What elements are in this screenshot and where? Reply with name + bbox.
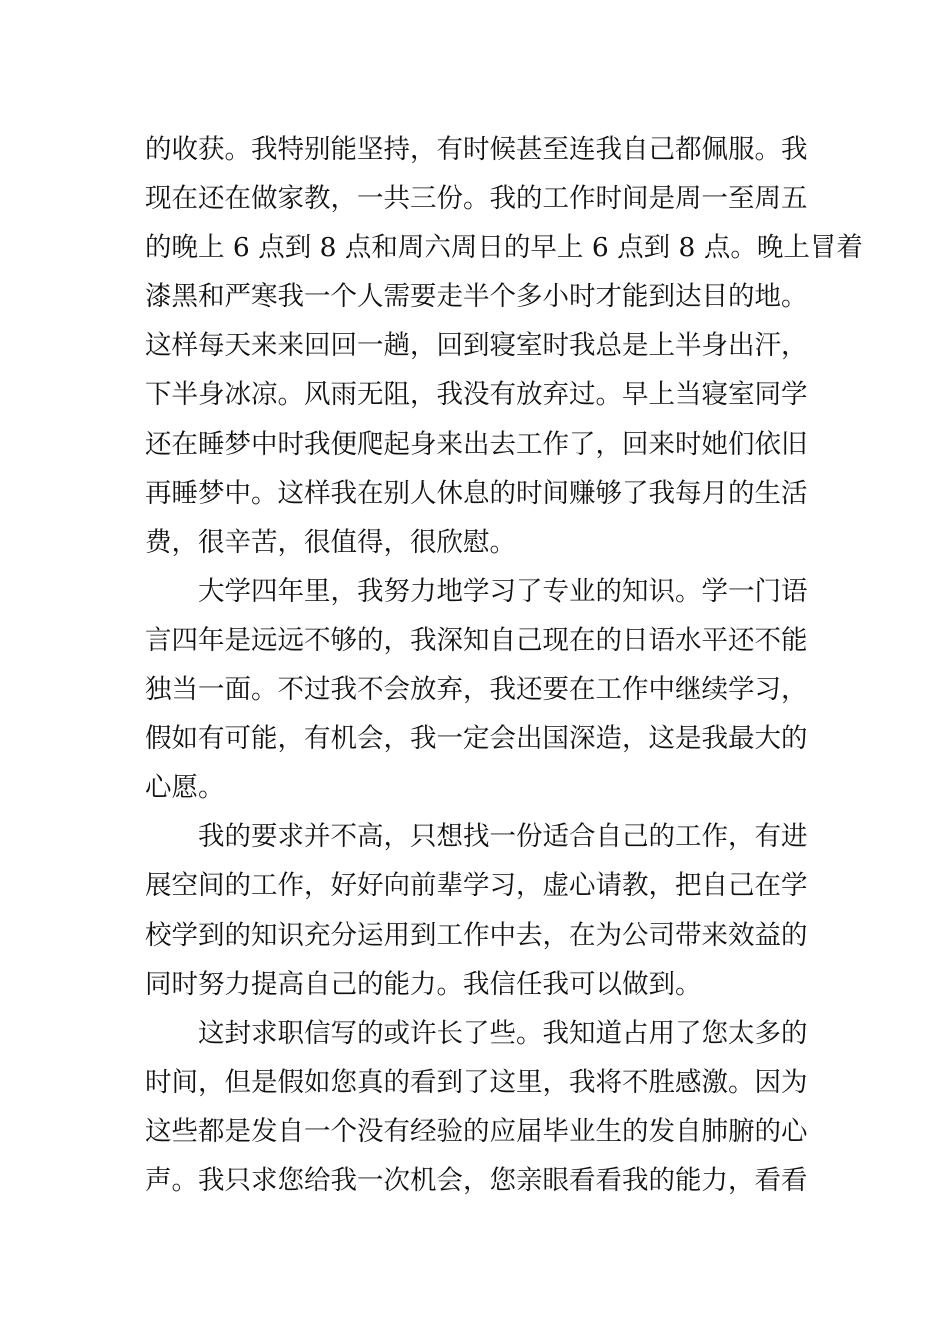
paragraph-start-line: 我的要求并不高，只想找一份适合自己的工作，有进 <box>198 821 808 853</box>
text-line: 时间，但是假如您真的看到了这里，我将不胜感激。因为 <box>145 1066 808 1098</box>
text-line: 言四年是远远不够的，我深知自己现在的日语水平还不能 <box>145 624 808 656</box>
text-line: 校学到的知识充分运用到工作中去，在为公司带来效益的 <box>145 919 808 951</box>
text-line: 这些都是发自一个没有经验的应届毕业生的发自肺腑的心 <box>145 1115 808 1147</box>
text-line: 假如有可能，有机会，我一定会出国深造，这是我最大的 <box>145 723 808 755</box>
text-line: 再睡梦中。这样我在别人休息的时间赚够了我每月的生活 <box>145 477 808 509</box>
paragraph-start-line: 这封求职信写的或许长了些。我知道占用了您太多的 <box>198 1017 808 1049</box>
text-line: 的收获。我特别能坚持，有时候甚至连我自己都佩服。我 <box>145 134 808 165</box>
text-line: 的晚上 6 点到 8 点和周六周日的早上 6 点到 8 点。晚上冒着 <box>145 232 863 264</box>
text-line: 费，很辛苦，很值得，很欣慰。 <box>145 526 516 558</box>
text-line: 独当一面。不过我不会放弃，我还要在工作中继续学习， <box>145 674 808 706</box>
text-line: 展空间的工作，好好向前辈学习，虚心请教，把自己在学 <box>145 870 808 902</box>
text-line: 声。我只求您给我一次机会，您亲眼看看我的能力，看看 <box>145 1164 808 1196</box>
text-line: 同时努力提高自己的能力。我信任我可以做到。 <box>145 968 702 1000</box>
text-line: 现在还在做家教，一共三份。我的工作时间是周一至周五 <box>145 183 808 215</box>
text-line: 漆黑和严寒我一个人需要走半个多小时才能到达目的地。 <box>145 281 808 313</box>
text-line: 还在睡梦中时我便爬起身来出去工作了，回来时她们依旧 <box>145 428 808 460</box>
paragraph-start-line: 大学四年里，我努力地学习了专业的知识。学一门语 <box>198 575 808 607</box>
text-line: 心愿。 <box>145 772 225 804</box>
letter-body <box>145 125 863 1205</box>
text-line: 下半身冰凉。风雨无阻，我没有放弃过。早上当寝室同学 <box>145 379 808 411</box>
text-line: 这样每天来来回回一趟，回到寝室时我总是上半身出汗， <box>145 330 808 362</box>
